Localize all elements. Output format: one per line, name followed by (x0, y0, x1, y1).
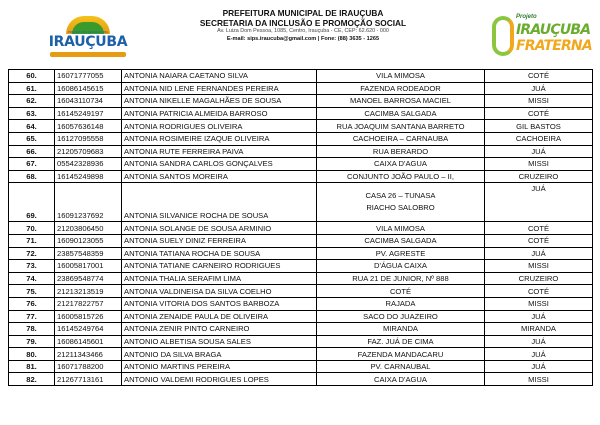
row-number: 81. (9, 360, 55, 373)
person-name: ANTONIA NID LENE FERNANDES PEREIRA (122, 82, 317, 95)
person-name: ANTONIA PATRICIA ALMEIDA BARROSO (122, 107, 317, 120)
locality-cell: JUÁ (485, 247, 593, 260)
logo-wordmark: IRAUÇUBA (48, 34, 128, 50)
locality-cell: JUÁ (485, 348, 593, 361)
nis-number: 21203806450 (55, 222, 122, 235)
row-number: 68. (9, 170, 55, 183)
table-row (9, 297, 593, 310)
table-row (9, 158, 593, 171)
nis-number: 16086145601 (55, 335, 122, 348)
table-row (9, 107, 593, 120)
row-number: 61. (9, 82, 55, 95)
nis-number: 16145249764 (55, 323, 122, 336)
row-number: 72. (9, 247, 55, 260)
locality-cell: GIL BASTOS (485, 120, 593, 133)
locality-cell: COTÉ (485, 234, 593, 247)
address-cell: VILA MIMOSA (317, 70, 485, 83)
nis-number: 16043110734 (55, 95, 122, 108)
row-number: 62. (9, 95, 55, 108)
address-cell: FAZ. JUÁ DE CIMA (317, 335, 485, 348)
logo-underline (50, 52, 126, 57)
locality-cell: CACHOEIRA (485, 132, 593, 145)
nis-number: 16145249197 (55, 107, 122, 120)
locality-cell: MIRANDA (485, 323, 593, 336)
person-name: ANTONIO VALDEMI RODRIGUES LOPES (122, 373, 317, 386)
person-name: ANTONIA RUTE FERREIRA PAIVA (122, 145, 317, 158)
person-name: ANTONIA SUELY DINIZ FERREIRA (122, 234, 317, 247)
table-row (9, 360, 593, 373)
letterhead-text (166, 8, 440, 43)
table-row (9, 260, 593, 273)
nis-number: 16057636148 (55, 120, 122, 133)
address-cell (317, 183, 485, 222)
nis-number: 23857548359 (55, 247, 122, 260)
row-number: 75. (9, 285, 55, 298)
nis-number: 21217822757 (55, 297, 122, 310)
locality-cell: COTÉ (485, 285, 593, 298)
address-cell: PV. AGRESTE (317, 247, 485, 260)
table-row (9, 95, 593, 108)
nis-number: 05542328936 (55, 158, 122, 171)
nis-number: 23869548774 (55, 272, 122, 285)
locality-cell: JUÁ (485, 310, 593, 323)
address-cell: VILA MIMOSA (317, 222, 485, 235)
locality-cell: JUÁ (485, 335, 593, 348)
row-number: 69. (9, 183, 55, 222)
project-logo (492, 12, 592, 62)
address-cell: RUA 21 DE JUNIOR, Nº 888 (317, 272, 485, 285)
nis-number: 16145249898 (55, 170, 122, 183)
contact-line: E-mail: sips.iraucuba@gmail.com | Fone: (88) 3635 - 1265 (226, 36, 380, 42)
project-name-line1: IRAUÇUBA (516, 22, 591, 38)
document-header (0, 0, 600, 68)
nis-number: 16090123055 (55, 234, 122, 247)
locality-cell: MISSI (485, 373, 593, 386)
address-cell: RAJADA (317, 297, 485, 310)
row-number: 70. (9, 222, 55, 235)
nis-number: 21211343466 (55, 348, 122, 361)
person-name: ANTONIO MARTINS PEREIRA (122, 360, 317, 373)
table-row (9, 335, 593, 348)
prefeitura-logo (40, 16, 136, 60)
nis-number: 16086145615 (55, 82, 122, 95)
row-number: 64. (9, 120, 55, 133)
person-name: ANTONIA TATIANA ROCHA DE SOUSA (122, 247, 317, 260)
address-cell: CACIMBA SALGADA (317, 107, 485, 120)
nis-number: 21267713161 (55, 373, 122, 386)
address-cell: CAIXA D'AGUA (317, 158, 485, 171)
table-row (9, 132, 593, 145)
nis-number: 16071777055 (55, 70, 122, 83)
row-number: 73. (9, 260, 55, 273)
row-number: 78. (9, 323, 55, 336)
beneficiary-table (8, 69, 593, 386)
locality-cell: CRUZEIRO (485, 170, 593, 183)
heart-icon (492, 16, 514, 56)
row-number: 60. (9, 70, 55, 83)
table-row (9, 145, 593, 158)
locality-cell: JUÁ (485, 145, 593, 158)
table-row (9, 348, 593, 361)
project-name-line2: FRATERNA (516, 38, 592, 54)
nis-number: 16071788200 (55, 360, 122, 373)
locality-cell: MISSI (485, 297, 593, 310)
address-line: Av. Luiza Dom Pessoa, 1085, Centro, Irauçuba - CE, CEP: 62.620 - 000 (217, 28, 389, 34)
locality-cell: COTÉ (485, 70, 593, 83)
row-number: 77. (9, 310, 55, 323)
table-row (9, 234, 593, 247)
row-number: 79. (9, 335, 55, 348)
row-number: 74. (9, 272, 55, 285)
logo-small-text: PREFEITURA DE IRAUÇUBA (67, 30, 109, 34)
department-name: SECRETARIA DA INCLUSÃO E PROMOÇÃO SOCIAL (199, 18, 407, 28)
nis-number: 16091237692 (55, 183, 122, 222)
table-row (9, 183, 593, 222)
address-cell: FAZENDA RODEADOR (317, 82, 485, 95)
address-cell: D'ÁGUA CAIXA (317, 260, 485, 273)
row-number: 66. (9, 145, 55, 158)
locality-cell: JUÁ (485, 360, 593, 373)
nis-number: 16005817001 (55, 260, 122, 273)
person-name: ANTONIA SANTOS MOREIRA (122, 170, 317, 183)
person-name: ANTONIO ALBETISA SOUSA SALES (122, 335, 317, 348)
table-row (9, 285, 593, 298)
table-row (9, 323, 593, 336)
row-number: 82. (9, 373, 55, 386)
person-name: ANTONIA TATIANE CARNEIRO RODRIGUES (122, 260, 317, 273)
person-name: ANTONIA SANDRA CARLOS GONÇALVES (122, 158, 317, 171)
table-row (9, 82, 593, 95)
table-row (9, 247, 593, 260)
person-name: ANTONIA THALIA SERAFIM LIMA (122, 272, 317, 285)
address-cell: PV. CARNAUBAL (317, 360, 485, 373)
row-number: 65. (9, 132, 55, 145)
row-number: 76. (9, 297, 55, 310)
institution-name: PREFEITURA MUNICIPAL DE IRAUÇUBA (222, 8, 384, 18)
row-number: 80. (9, 348, 55, 361)
nis-number: 21213213519 (55, 285, 122, 298)
address-cell: SACO DO JUAZEIRO (317, 310, 485, 323)
locality-cell: JUÁ (485, 183, 593, 222)
table-row (9, 120, 593, 133)
nis-number: 16127095558 (55, 132, 122, 145)
person-name: ANTONIA NAIARA CAETANO SILVA (122, 70, 317, 83)
locality-cell: MISSI (485, 95, 593, 108)
person-name: ANTONIO DA SILVA BRAGA (122, 348, 317, 361)
address-cell: CACHOEIRA – CARNAUBA (317, 132, 485, 145)
table-row (9, 222, 593, 235)
person-name: ANTONIA SOLANGE DE SOUSA ARMINIO (122, 222, 317, 235)
address-cell: RUA JOAQUIM SANTANA BARRETO (317, 120, 485, 133)
locality-cell: COTÉ (485, 107, 593, 120)
table-row (9, 310, 593, 323)
row-number: 67. (9, 158, 55, 171)
address-cell: RUA BERARDO (317, 145, 485, 158)
address-cell: MANOEL BARROSA MACIEL (317, 95, 485, 108)
person-name: ANTONIA VALDINEISA DA SILVA COELHO (122, 285, 317, 298)
person-name: ANTONIA ZENAIDE PAULA DE OLIVEIRA (122, 310, 317, 323)
address-cell: CAIXA D'AGUA (317, 373, 485, 386)
locality-cell: MISSI (485, 158, 593, 171)
table-row (9, 373, 593, 386)
person-name: ANTONIA VITORIA DOS SANTOS BARBOZA (122, 297, 317, 310)
table-row (9, 272, 593, 285)
person-name: ANTONIA ROSIMEIRE IZAQUE OLIVEIRA (122, 132, 317, 145)
table-row (9, 170, 593, 183)
person-name: ANTONIA NIKELLE MAGALHÃES DE SOUSA (122, 95, 317, 108)
nis-number: 21205709683 (55, 145, 122, 158)
table-row (9, 70, 593, 83)
locality-cell: CRUZEIRO (485, 272, 593, 285)
address-cell: FAZENDA MANDACARU (317, 348, 485, 361)
locality-cell: MISSI (485, 260, 593, 273)
row-number: 63. (9, 107, 55, 120)
address-cell: MIRANDA (317, 323, 485, 336)
address-cell: CACIMBA SALGADA (317, 234, 485, 247)
locality-cell: COTÉ (485, 222, 593, 235)
person-name: ANTONIA RODRIGUES OLIVEIRA (122, 120, 317, 133)
project-label: Projeto (516, 14, 537, 20)
nis-number: 16005815726 (55, 310, 122, 323)
person-name: ANTONIA SILVANICE ROCHA DE SOUSA (122, 183, 317, 222)
address-cell: CONJUNTO JOÃO PAULO – II, (317, 170, 485, 183)
person-name: ANTONIA ZENIR PINTO CARNEIRO (122, 323, 317, 336)
row-number: 71. (9, 234, 55, 247)
locality-cell: JUÁ (485, 82, 593, 95)
address-line: RIACHO SALOBRO (366, 203, 435, 213)
address-line-extra: CASA 26 – TUNASA (365, 190, 436, 200)
address-cell: COTÉ (317, 285, 485, 298)
